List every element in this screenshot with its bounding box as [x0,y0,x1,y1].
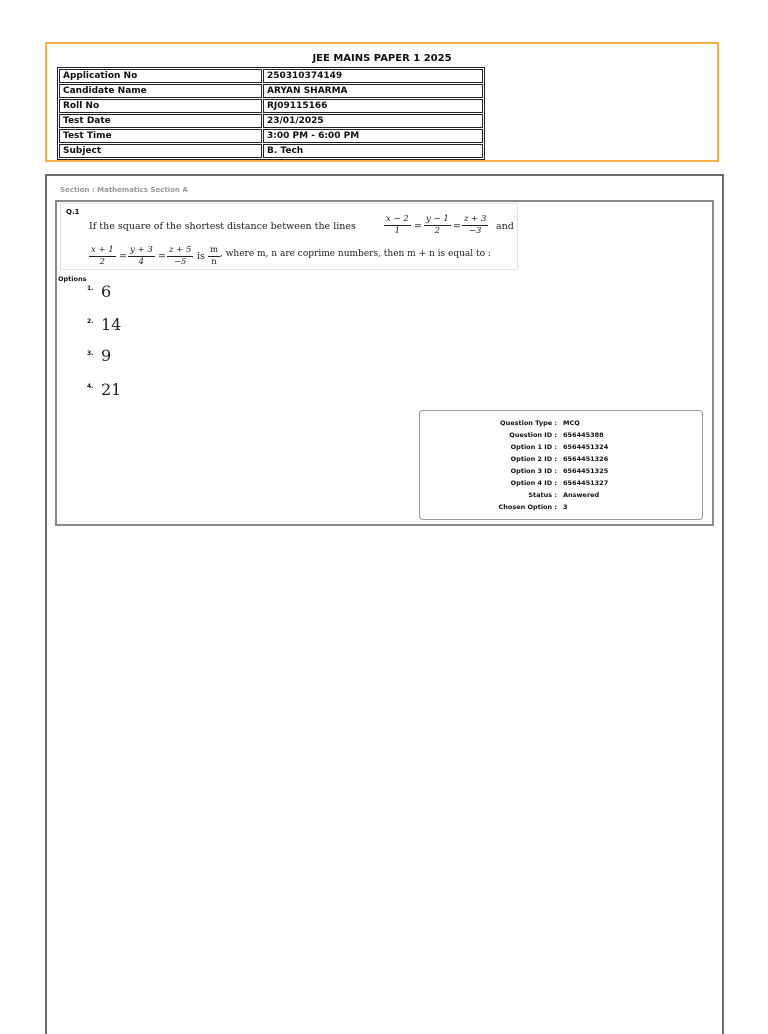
info-value: 23/01/2025 [263,114,483,128]
fraction-numerator: m [210,245,219,255]
info-value: 250310374149 [263,69,483,83]
fraction-denominator: −5 [173,257,187,267]
info-value: ARYAN SHARMA [263,84,483,98]
fraction-numerator: z + 5 [169,245,192,255]
meta-value: 3 [563,503,568,511]
fraction-x-minus-2 [384,214,411,237]
meta-row [419,501,703,513]
meta-key: Status : [528,491,557,499]
equals-sign: = [453,221,461,232]
fraction-numerator: z + 3 [464,214,487,224]
table-row [59,114,483,128]
meta-row [419,441,703,453]
table-row [59,84,483,98]
candidate-info-table [57,67,485,160]
equals-sign: = [119,251,127,262]
info-label: Candidate Name [59,84,262,98]
meta-row [419,453,703,465]
option-2-value: 14 [101,315,122,334]
info-value: B. Tech [263,144,483,158]
question-number: Q.1 [66,208,80,216]
meta-value: 6564451326 [563,455,609,463]
question-and-text: and [496,221,514,232]
fraction-denominator: 2 [99,257,106,267]
option-number: 1. [87,285,94,292]
info-label: Test Date [59,114,262,128]
option-4-value: 21 [101,380,122,399]
fraction-denominator: −3 [468,226,482,236]
table-row [59,99,483,113]
meta-value: 6564451327 [563,479,609,487]
option-number: 2. [87,318,94,325]
meta-value: 656445388 [563,431,604,439]
fraction-denominator: 1 [394,226,401,236]
fraction-denominator: 4 [138,257,145,267]
info-label: Application No [59,69,262,83]
fraction-y-plus-3 [128,245,155,268]
table-row [59,129,483,143]
fraction-m-over-n [208,245,220,268]
meta-row [419,477,703,489]
equals-sign: = [414,221,422,232]
fraction-y-minus-1 [424,214,451,237]
meta-value: Answered [563,491,600,499]
options-label: Options [58,275,87,283]
meta-row [419,429,703,441]
question-is-text: is [197,251,205,262]
fraction-denominator: n [211,257,217,267]
section-title: Section : Mathematics Section A [60,186,188,194]
equals-sign: = [158,251,166,262]
meta-key: Option 3 ID : [510,467,557,475]
paper-title: JEE MAINS PAPER 1 2025 [312,53,452,64]
candidate-info-box [45,42,719,162]
meta-key: Option 4 ID : [510,479,557,487]
fraction-x-plus-1 [89,245,116,268]
meta-row [419,489,703,501]
meta-key: Chosen Option : [498,503,557,511]
fraction-numerator: y + 3 [130,245,153,255]
meta-value: MCQ [563,419,580,427]
meta-key: Option 2 ID : [510,455,557,463]
meta-key: Question ID : [509,431,557,439]
fraction-denominator: 2 [434,226,441,236]
option-1-value: 6 [101,282,112,301]
info-label: Subject [59,144,262,158]
question-line2-text: , where m, n are coprime numbers, then m + n is equal to : [220,249,491,259]
fraction-numerator: x + 1 [91,245,114,255]
question-line1-text: If the square of the shortest distance between the lines [89,221,356,232]
option-number: 4. [87,383,94,390]
meta-key: Question Type : [500,419,557,427]
info-value: RJ09115166 [263,99,483,113]
meta-row [419,417,703,429]
meta-key: Option 1 ID : [510,443,557,451]
table-row [59,69,483,83]
meta-value: 6564451324 [563,443,609,451]
fraction-numerator: x − 2 [386,214,409,224]
info-value: 3:00 PM - 6:00 PM [263,129,483,143]
table-row [59,144,483,158]
fraction-numerator: y − 1 [426,214,449,224]
fraction-z-plus-5 [167,245,193,268]
meta-value: 6564451325 [563,467,609,475]
option-3-value: 9 [101,346,112,365]
fraction-z-plus-3 [462,214,488,237]
meta-row [419,465,703,477]
info-label: Roll No [59,99,262,113]
option-number: 3. [87,350,94,357]
info-label: Test Time [59,129,262,143]
